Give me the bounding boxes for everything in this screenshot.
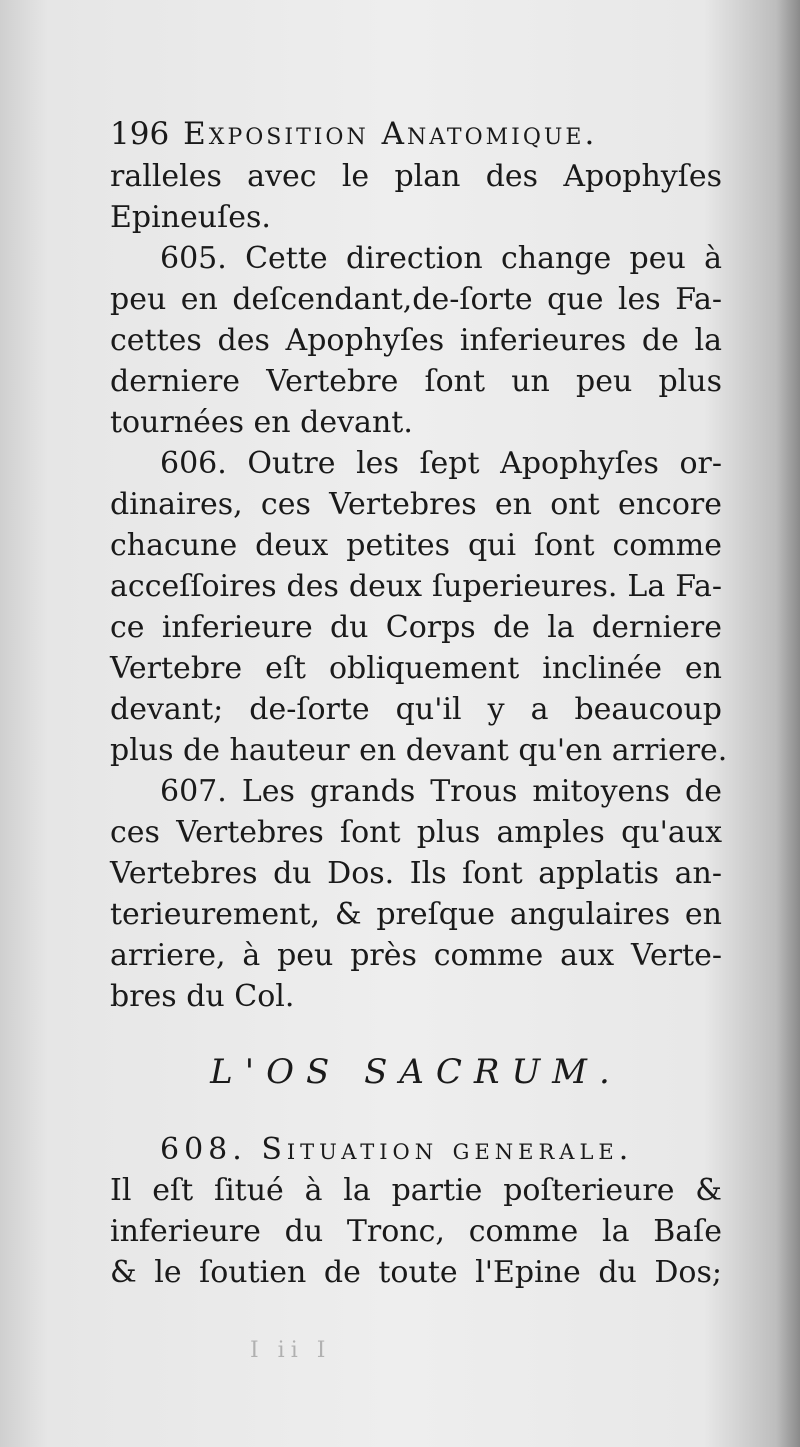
text-line: dinaires, ces Vertebres en ont encore xyxy=(110,487,722,522)
text-line: arriere, à peu près comme aux Verte- xyxy=(110,938,722,973)
text-line: 605. Cette direction change peu à xyxy=(160,241,722,276)
text-line: Vertebre eſt obliquement inclinée en xyxy=(110,651,722,686)
text-line: bres du Col. xyxy=(110,979,295,1014)
section-heading: L'OS SACRUM. xyxy=(210,1052,622,1092)
text-line: peu en deſcendant,de-ſorte que les Fa- xyxy=(110,282,722,317)
text-line: terieurement, & preſque angulaires en xyxy=(110,897,722,932)
text-line: Il eſt ſitué à la partie poſterieure & xyxy=(110,1173,722,1208)
text-line: cettes des Apophyſes inferieures de la xyxy=(110,323,722,358)
text-line: ralleles avec le plan des Apophyſes xyxy=(110,159,722,194)
text-line: & le ſoutien de toute l'Epine du Dos; xyxy=(110,1255,722,1290)
text-line: 608. Situation generale. xyxy=(160,1132,634,1167)
text-line: Vertebres du Dos. Ils ſont applatis an- xyxy=(110,856,722,891)
text-line: derniere Vertebre ſont un peu plus xyxy=(110,364,722,399)
text-line: tournées en devant. xyxy=(110,405,413,440)
page-text xyxy=(110,112,728,1293)
running-head xyxy=(110,112,722,156)
text-line: acceſſoires des deux ſuperieures. La Fa- xyxy=(110,569,722,604)
page-number: 196 xyxy=(110,116,170,152)
paragraph-606 xyxy=(110,443,728,771)
text-line: Epineuſes. xyxy=(110,200,271,235)
paragraph-605 xyxy=(110,238,722,443)
running-title: Exposition Anatomique. xyxy=(183,116,598,152)
text-line: devant; de-ſorte qu'il y a beaucoup xyxy=(110,692,722,727)
paragraph xyxy=(110,156,722,238)
text-line: plus de hauteur en devant qu'en arriere. xyxy=(110,733,728,768)
text-line: inferieure du Tronc, comme la Baſe xyxy=(110,1214,722,1249)
text-line: 607. Les grands Trous mitoyens de xyxy=(160,774,722,809)
paragraph-608 xyxy=(110,1129,722,1293)
text-line: ces Vertebres ſont plus amples qu'aux xyxy=(110,815,722,850)
paragraph-607 xyxy=(110,771,722,1017)
footer-marks: I ii I xyxy=(250,1338,332,1363)
text-line: 606. Outre les ſept Apophyſes or- xyxy=(160,446,722,481)
text-line: ce inferieure du Corps de la derniere xyxy=(110,610,722,645)
text-line: chacune deux petites qui ſont comme xyxy=(110,528,722,563)
